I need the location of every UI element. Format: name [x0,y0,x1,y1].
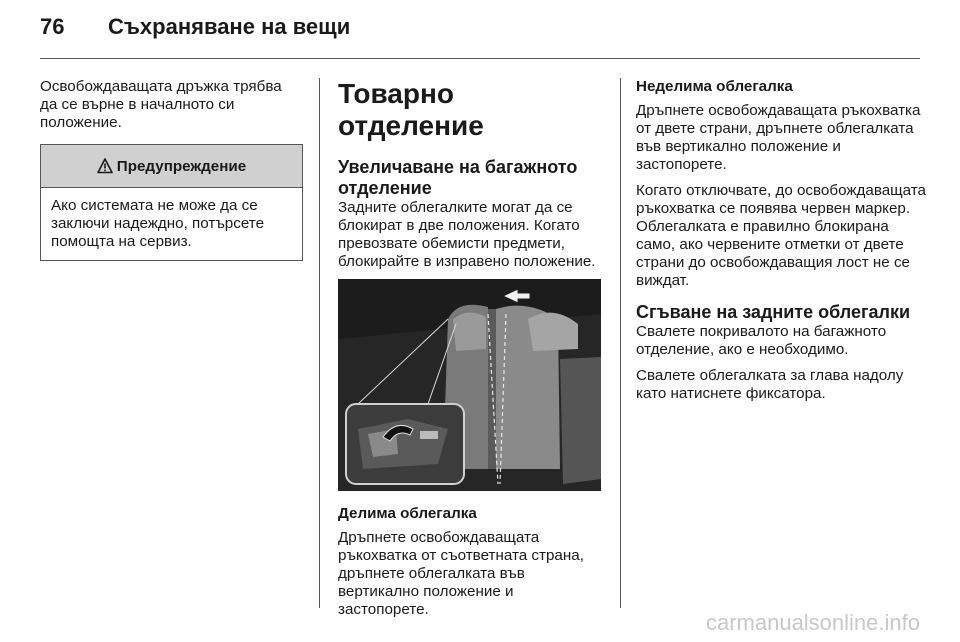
chapter-title: Съхраняване на вещи [108,14,351,39]
warning-triangle-icon [97,158,113,174]
page-header [40,14,350,50]
fold-text-2: Свалете облегалката за глава надолу като натиснете фиксатора. [636,367,904,402]
header-rule [40,58,920,59]
middle-column [338,78,606,627]
warning-header [41,145,302,188]
watermark: carmanualsonline.info [705,610,920,635]
left-intro-paragraph: Освобождаващата дръжка трябва да се върне в началното си положение. [40,78,282,131]
right-column [636,78,926,411]
red-marker-text: Когато отключвате, до освобождаващата ръкохватка се появява червен маркер. Облегалката е правилно блокирана само, ако червените отметки от двете страни до освобождаващия лост не се виждат. [636,182,926,289]
warning-title: Предупреждение [116,157,247,175]
page-number: 76 [40,14,65,39]
subsection-intro: Задните облегалките могат да се блокират в две положения. Когато превозвате обемисти предмети, блокирайте в изправено положение. [338,199,596,270]
seat-release-illustration [338,279,601,491]
column-divider-right [620,78,621,608]
section-title: Товарно отделение [338,78,484,141]
nonsplit-backrest-title: Неделима облегалка [636,78,793,95]
split-backrest-text: Дръпнете освобождаващата ръкохватка от съответната страна, дръпнете облегалката във вертикално положение и застопорете. [338,529,584,618]
warning-box [40,144,303,261]
fold-text-1: Свалете покривалото на багажното отделение, ако е необходимо. [636,323,887,358]
seat-illustration-drawing [338,279,601,491]
nonsplit-backrest-text: Дръпнете освобождаващата ръкохватка от двете страни, дръпнете облегалката във вертикално положение и застопорете. [636,102,921,173]
fold-backrest-title: Сгъване на задните облегалки [636,302,911,322]
warning-text: Ако системата не може да се заключи надеждно, потърсете помощта на сервиз. [51,197,265,250]
left-column [40,78,303,261]
split-backrest-title: Делима облегалка [338,505,477,522]
column-divider-left [319,78,320,608]
subsection-title: Увеличаване на багажното отделение [338,157,578,198]
